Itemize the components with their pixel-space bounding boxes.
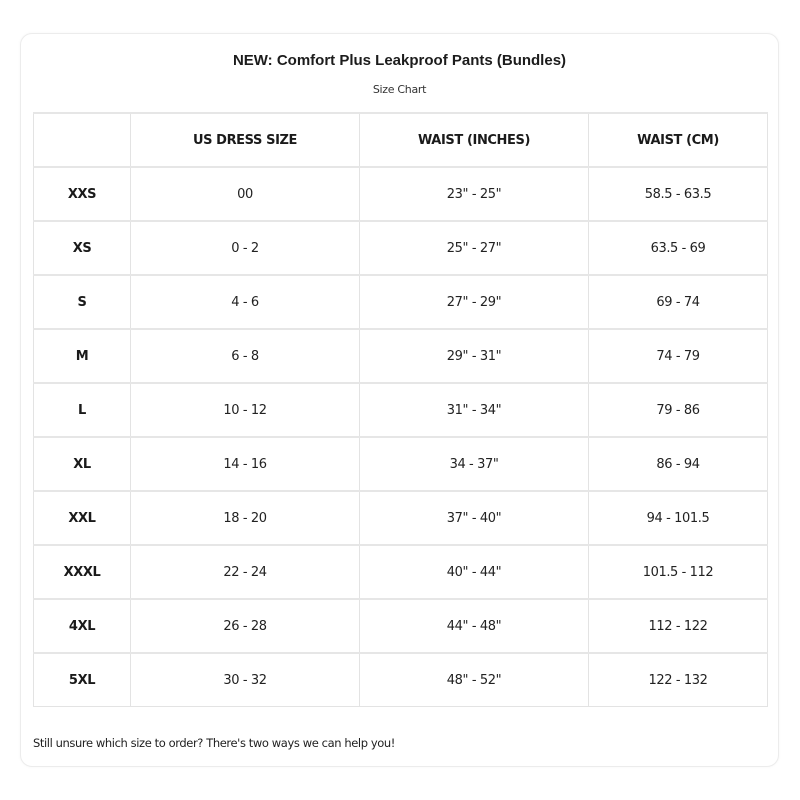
us-dress-size: 22 - 24 xyxy=(131,545,360,599)
waist-inches: 29" - 31" xyxy=(360,329,589,383)
waist-inches: 37" - 40" xyxy=(360,491,589,545)
us-dress-size: 6 - 8 xyxy=(131,329,360,383)
size-chart-subtitle: Size Chart xyxy=(372,83,427,96)
waist-inches: 34 - 37" xyxy=(360,437,589,491)
size-label: XXXL xyxy=(34,545,131,599)
waist-cm: 58.5 - 63.5 xyxy=(589,167,768,221)
size-label: 5XL xyxy=(34,653,131,707)
table-row xyxy=(34,167,768,221)
table-row xyxy=(34,383,768,437)
waist-cm: 86 - 94 xyxy=(589,437,768,491)
us-dress-size: 00 xyxy=(131,167,360,221)
waist-cm: 74 - 79 xyxy=(589,329,768,383)
table-row xyxy=(34,329,768,383)
waist-inches: 48" - 52" xyxy=(360,653,589,707)
us-dress-size: 18 - 20 xyxy=(131,491,360,545)
us-dress-size: 0 - 2 xyxy=(131,221,360,275)
table-row xyxy=(34,545,768,599)
table-row xyxy=(34,599,768,653)
waist-cm: 112 - 122 xyxy=(589,599,768,653)
waist-inches: 25" - 27" xyxy=(360,221,589,275)
waist-cm: 79 - 86 xyxy=(589,383,768,437)
waist-cm: 101.5 - 112 xyxy=(589,545,768,599)
header-us-dress-size: US DRESS SIZE xyxy=(131,113,360,167)
size-help-text: Still unsure which size to order? There's two ways we can help you! xyxy=(33,736,396,750)
size-chart-table xyxy=(33,112,768,707)
size-label: 4XL xyxy=(34,599,131,653)
header-waist-cm: WAIST (CM) xyxy=(589,113,768,167)
waist-cm: 122 - 132 xyxy=(589,653,768,707)
size-label: XXS xyxy=(34,167,131,221)
table-row xyxy=(34,653,768,707)
size-label: XXL xyxy=(34,491,131,545)
header-waist-inches: WAIST (INCHES) xyxy=(360,113,589,167)
table-row xyxy=(34,437,768,491)
us-dress-size: 14 - 16 xyxy=(131,437,360,491)
table-header-row xyxy=(34,113,768,167)
table-row xyxy=(34,275,768,329)
size-label: M xyxy=(34,329,131,383)
waist-inches: 23" - 25" xyxy=(360,167,589,221)
waist-inches: 31" - 34" xyxy=(360,383,589,437)
size-label: XL xyxy=(34,437,131,491)
table-row xyxy=(34,491,768,545)
us-dress-size: 26 - 28 xyxy=(131,599,360,653)
size-chart-card xyxy=(20,33,779,767)
waist-cm: 94 - 101.5 xyxy=(589,491,768,545)
us-dress-size: 10 - 12 xyxy=(131,383,360,437)
table-row xyxy=(34,221,768,275)
size-label: L xyxy=(34,383,131,437)
us-dress-size: 4 - 6 xyxy=(131,275,360,329)
waist-inches: 44" - 48" xyxy=(360,599,589,653)
waist-inches: 27" - 29" xyxy=(360,275,589,329)
product-title: NEW: Comfort Plus Leakproof Pants (Bundles) xyxy=(232,52,567,69)
us-dress-size: 30 - 32 xyxy=(131,653,360,707)
size-label: S xyxy=(34,275,131,329)
size-label: XS xyxy=(34,221,131,275)
header-size xyxy=(34,113,131,167)
waist-cm: 69 - 74 xyxy=(589,275,768,329)
waist-inches: 40" - 44" xyxy=(360,545,589,599)
waist-cm: 63.5 - 69 xyxy=(589,221,768,275)
